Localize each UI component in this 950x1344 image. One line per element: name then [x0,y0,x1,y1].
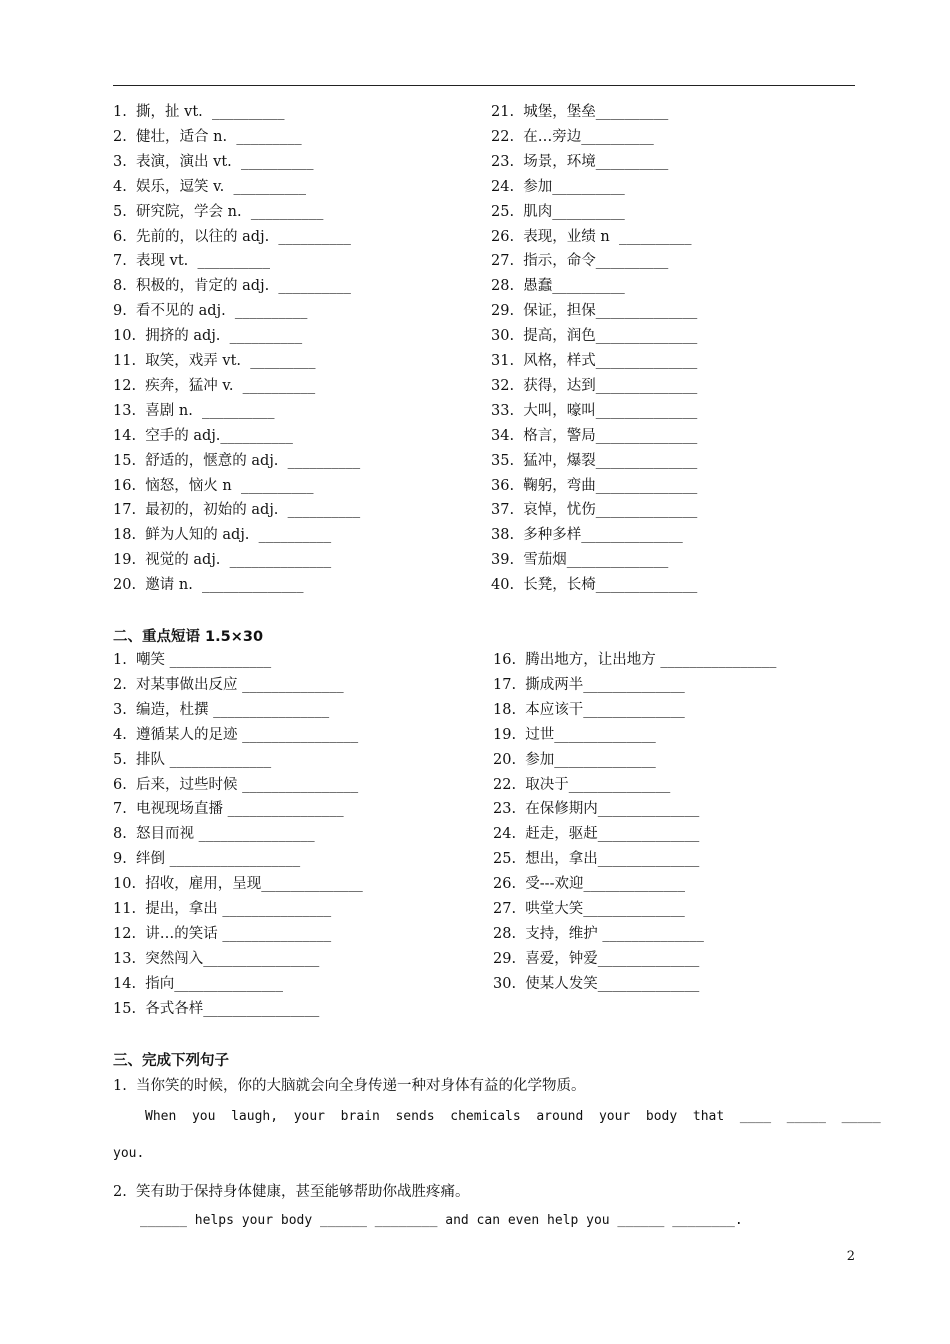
phrase-item: 28. 支持，维护 ______________ [493,925,704,942]
vocab-item: 17. 最初的，初始的 adj. __________ [113,502,361,519]
vocab-item: 10. 拥挤的 adj. __________ [113,328,303,345]
phrase-item: 11. 提出，拿出 _______________ [113,901,332,917]
vocab-item: 2. 健壮，适合 n. _________ [113,128,302,145]
phrase-item: 4. 遵循某人的足迹 ________________ [113,726,359,743]
phrase-item: 12. 讲…的笑话 _______________ [113,925,332,942]
vocab-item: 7. 表现 vt. __________ [113,253,271,270]
vocab-item: 11. 取笑，戏弄 vt. _________ [113,353,316,369]
vocab-item: 26. 表现，业绩 n __________ [491,228,692,245]
phrase-item: 7. 电视现场直播 ________________ [113,801,344,818]
vocab-item: 39. 雪茄烟______________ [491,552,669,569]
sentence-1-english-cont: you. [113,1146,145,1161]
phrase-item: 6. 后来，过些时候 ________________ [113,776,359,793]
vocab-item: 20. 邀请 n. ______________ [113,577,304,594]
phrase-item: 15. 各式各样________________ [113,1000,320,1017]
phrase-item: 23. 在保修期内______________ [493,801,700,818]
phrase-item: 9. 绊倒 __________________ [113,851,301,868]
phrase-item: 13. 突然闯入________________ [113,950,320,967]
sentence-1-english: When you laugh, your brain sends chemicals around your body that ____ _____ _____ [145,1109,881,1124]
vocab-item: 28. 愚蠢__________ [491,278,625,295]
header-rule [113,85,855,86]
vocab-item: 40. 长凳，长椅______________ [491,577,698,594]
phrase-item: 10. 招收，雇用，呈现______________ [113,876,363,893]
vocab-item: 15. 舒适的，惬意的 adj. __________ [113,452,361,469]
vocab-item: 34. 格言，警局______________ [491,427,698,444]
phrase-item: 14. 指向_______________ [113,975,284,992]
phrase-item: 19. 过世______________ [493,726,656,743]
vocab-item: 13. 喜剧 n. __________ [113,402,275,419]
vocab-item: 16. 恼怒，恼火 n __________ [113,477,314,494]
vocab-item: 5. 研究院，学会 n. __________ [113,203,324,220]
sentence-2-english: ______ helps your body ______ ________ and can even help you ______ ________. [140,1213,743,1228]
sentence-2-chinese: 2. 笑有助于保持身体健康，甚至能够帮助你战胜疼痛。 [113,1184,470,1200]
phrase-item: 20. 参加______________ [493,751,656,768]
vocab-item: 19. 视觉的 adj. ______________ [113,552,332,569]
vocab-item: 25. 肌肉__________ [491,203,625,220]
phrase-item: 2. 对某事做出反应 ______________ [113,676,344,693]
phrase-item: 27. 哄堂大笑______________ [493,901,685,917]
vocab-item: 8. 积极的，肯定的 adj. __________ [113,278,351,295]
phrase-item: 5. 排队 ______________ [113,751,272,768]
vocab-item: 18. 鲜为人知的 adj. __________ [113,527,332,544]
vocab-item: 14. 空手的 adj.__________ [113,427,293,444]
vocab-item: 32. 获得，达到______________ [491,377,698,394]
vocab-item: 9. 看不见的 adj. __________ [113,303,308,320]
phrase-item: 3. 编造，杜撰 ________________ [113,701,330,718]
phrase-item: 24. 赶走，驱赶______________ [493,826,700,843]
page-number: 2 [846,1249,855,1264]
vocab-item: 24. 参加__________ [491,178,625,195]
vocab-item: 35. 猛冲，爆裂______________ [491,452,698,469]
vocab-item: 4. 娱乐，逗笑 v. __________ [113,178,306,195]
vocab-item: 33. 大叫，嚎叫______________ [491,402,698,419]
phrase-item: 30. 使某人发笑______________ [493,975,700,992]
vocab-item: 36. 鞠躬，弯曲______________ [491,477,698,494]
vocab-item: 30. 提高，润色______________ [491,328,698,345]
vocab-item: 1. 撕，扯 vt. __________ [113,104,285,120]
sentence-1-chinese: 1. 当你笑的时候，你的大脑就会向全身传递一种对身体有益的化学物质。 [113,1078,586,1094]
phrase-item: 29. 喜爱，钟爱______________ [493,950,700,967]
phrase-item: 1. 嘲笑 ______________ [113,652,272,668]
vocab-item: 38. 多种多样______________ [491,527,683,544]
phrase-item: 18. 本应该干______________ [493,701,685,718]
vocab-item: 21. 城堡，堡垒__________ [491,104,669,120]
phrase-item: 22. 取决于______________ [493,776,671,793]
phrase-item: 16. 腾出地方，让出地方 ________________ [493,652,777,668]
vocab-item: 22. 在…旁边__________ [491,128,654,145]
vocab-item: 31. 风格，样式______________ [491,353,698,369]
vocab-item: 29. 保证，担保______________ [491,303,698,320]
phrase-item: 17. 撕成两半______________ [493,676,685,693]
vocab-item: 23. 场景，环境__________ [491,153,669,170]
vocab-item: 3. 表演，演出 vt. __________ [113,153,314,170]
phrase-item: 25. 想出，拿出______________ [493,851,700,868]
phrase-item: 8. 怒目而视 ________________ [113,826,315,843]
vocab-item: 27. 指示，命令__________ [491,253,669,270]
vocab-item: 37. 哀悼，忧伤______________ [491,502,698,519]
section-2-title: 二、重点短语 1.5×30 [113,629,264,645]
phrase-item: 26. 受---欢迎______________ [493,876,685,893]
vocab-item: 6. 先前的，以往的 adj. __________ [113,228,351,245]
section-3-title: 三、完成下列句子 [113,1053,229,1069]
vocab-item: 12. 疾奔，猛冲 v. __________ [113,377,316,394]
